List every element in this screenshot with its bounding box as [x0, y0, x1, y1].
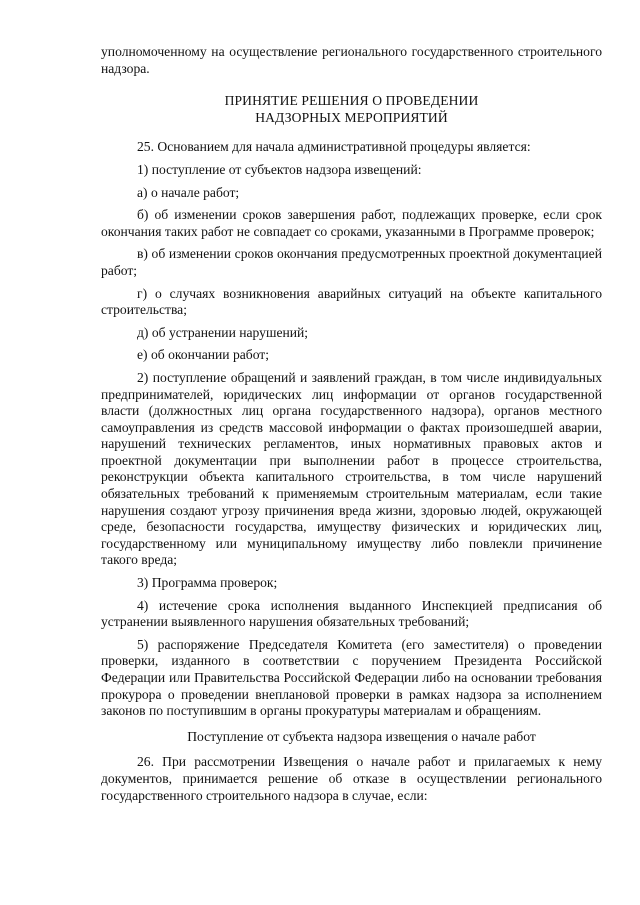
paragraph-26: 26. При рассмотрении Извещения о начале работ и прилагаемых к нему документов, принимается решение об отказе в осуществлении регионального государственного строительного надзора в случае, если:	[101, 754, 602, 803]
list-item-1e: е) об окончании работ;	[137, 347, 270, 363]
subsection-heading: Поступление от субъекта надзора извещения о начале работ	[187, 728, 536, 744]
list-item-1d: д) об устранении нарушений;	[137, 324, 309, 340]
list-item-5: 5) распоряжение Председателя Комитета (его заместителя) о проведении проверки, изданного в соответствии с поручением Президента Российской Федерации или Правительства Российской Федерации либо на основании требования прокурора о проведении внеплановой проверки в рамках надзора за исполнением законов по поступившим в органы прокуратуры материалам и обращениям.	[101, 636, 602, 719]
list-item-1: 1) поступление от субъектов надзора извещений:	[137, 161, 422, 177]
list-item-4: 4) истечение срока исполнения выданного Инспекцией предписания об устранении выявленного нарушения обязательных требований;	[101, 597, 602, 630]
list-item-1v: в) об изменении сроков окончания предусмотренных проектной документацией работ;	[101, 246, 602, 278]
list-item-1b: б) об изменении сроков завершения работ, подлежащих проверке, если срок окончания таких работ не совпадает со сроками, указанными в Программе проверок;	[101, 207, 602, 239]
list-item-1a: а) о начале работ;	[137, 184, 240, 200]
section-heading-line-1: ПРИНЯТИЕ РЕШЕНИЯ О ПРОВЕДЕНИИ	[224, 93, 479, 109]
list-item-2: 2) поступление обращений и заявлений граждан, в том числе индивидуальных предпринимателей, юридических лиц информации от органов государственной власти (должностных лиц органа государственного надзора), органов местного самоуправления из средств массовой информации о фактах произошедшей аварии, нарушений технических регламентов, иных нормативных правовых актов и проектной документации при выполнении работ в процессе строительства, реконструкции объекта капитального строительства, в том числе нарушений обязательных требований к применяемым строительным материалам, если такие нарушения создают угрозу причинения вреда жизни, здоровью людей, окружающей среде, безопасности государства, имуществу физических и юридических лиц, государственному или муниципальному имуществу либо повлекли причинение такого вреда;	[101, 369, 602, 568]
paragraph-25: 25. Основанием для начала административной процедуры является:	[137, 139, 531, 155]
section-heading-line-2: НАДЗОРНЫХ МЕРОПРИЯТИЙ	[255, 109, 448, 125]
list-item-3: 3) Программа проверок;	[137, 575, 278, 591]
list-item-1g: г) о случаях возникновения аварийных ситуаций на объекте капитального строительства;	[101, 285, 602, 318]
intro-paragraph: уполномоченному на осуществление регионального государственного строительного надзора.	[101, 44, 602, 76]
